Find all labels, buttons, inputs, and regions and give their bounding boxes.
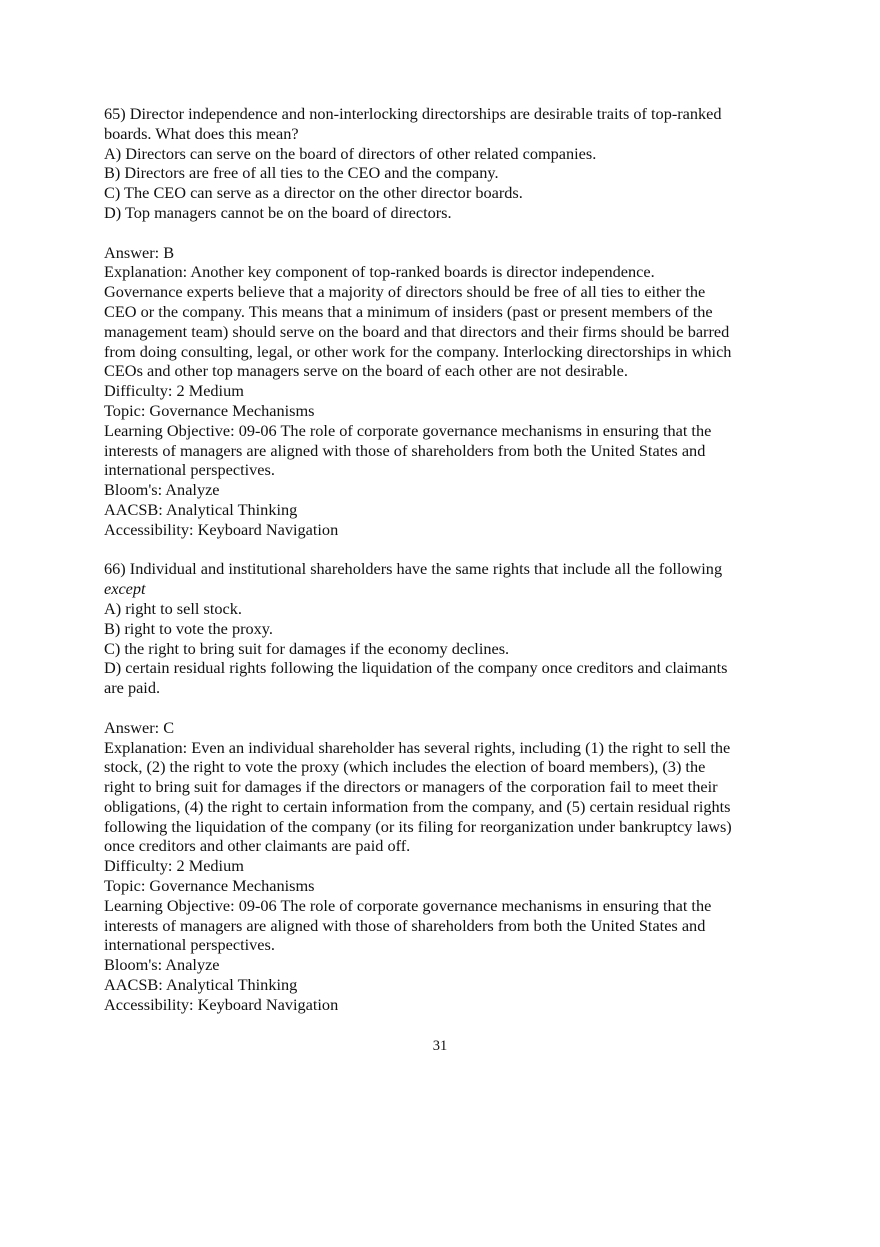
topic: Topic: Governance Mechanisms [104, 876, 315, 896]
learning-objective: interests of managers are aligned with those of shareholders from both the United States and [104, 915, 706, 935]
learning-objective: international perspectives. [104, 460, 275, 480]
question-text: boards. What does this mean? [104, 123, 299, 143]
explanation-line: following the liquidation of the company (or its filing for reorganization under bankruptcy laws) [104, 816, 732, 836]
learning-objective: Learning Objective: 09-06 The role of corporate governance mechanisms in ensuring that the [104, 420, 712, 440]
explanation-line: CEOs and other top managers serve on the board of each other are not desirable. [104, 361, 628, 381]
aacsb: AACSB: Analytical Thinking [104, 499, 298, 519]
explanation-line: Explanation: Another key component of top-ranked boards is director independence. [104, 262, 655, 282]
option-d: are paid. [104, 678, 161, 698]
spacer [104, 223, 784, 243]
explanation-line: Explanation: Even an individual shareholder has several rights, including (1) the right to sell the [104, 737, 731, 757]
explanation-line: stock, (2) the right to vote the proxy (which includes the election of board members), (3) the [104, 757, 706, 777]
option-c: C) the right to bring suit for damages if the economy declines. [104, 638, 510, 658]
learning-objective: Learning Objective: 09-06 The role of corporate governance mechanisms in ensuring that the [104, 895, 712, 915]
explanation-line: CEO or the company. This means that a minimum of insiders (past or present members of the [104, 301, 713, 321]
document-page [104, 104, 784, 1015]
spacer [104, 540, 784, 560]
explanation-line: Governance experts believe that a majority of directors should be free of all ties to either the [104, 282, 706, 302]
topic: Topic: Governance Mechanisms [104, 400, 315, 420]
question-text: 65) Director independence and non-interlocking directorships are desirable traits of top-ranked [104, 104, 722, 123]
option-d: D) Top managers cannot be on the board of directors. [104, 202, 452, 222]
learning-objective: international perspectives. [104, 935, 275, 955]
question-text: 66) Individual and institutional shareholders have the same rights that include all the following [104, 559, 723, 579]
option-a: A) Directors can serve on the board of directors of other related companies. [104, 143, 597, 163]
question-text [104, 579, 784, 599]
option-b: B) Directors are free of all ties to the CEO and the company. [104, 163, 499, 183]
accessibility: Accessibility: Keyboard Navigation [104, 994, 339, 1014]
option-a: A) right to sell stock. [104, 598, 242, 618]
aacsb: AACSB: Analytical Thinking [104, 975, 298, 995]
question-65 [104, 104, 784, 540]
explanation-line: right to bring suit for damages if the directors or managers of the corporation fail to meet their [104, 777, 718, 797]
page-number: 31 [432, 1038, 448, 1054]
difficulty: Difficulty: 2 Medium [104, 381, 244, 401]
option-d: D) certain residual rights following the liquidation of the company once creditors and claimants [104, 658, 728, 678]
spacer [104, 698, 784, 718]
explanation-line: obligations, (4) the right to certain information from the company, and (5) certain residual rights [104, 796, 731, 816]
accessibility: Accessibility: Keyboard Navigation [104, 519, 339, 539]
blooms: Bloom's: Analyze [104, 480, 220, 500]
option-c: C) The CEO can serve as a director on the other director boards. [104, 183, 523, 203]
difficulty: Difficulty: 2 Medium [104, 856, 244, 876]
answer: Answer: B [104, 242, 175, 262]
learning-objective: interests of managers are aligned with those of shareholders from both the United States and [104, 440, 706, 460]
blooms: Bloom's: Analyze [104, 955, 220, 975]
question-except: except [104, 579, 146, 599]
explanation-line: from doing consulting, legal, or other work for the company. Interlocking directorships in which [104, 341, 732, 361]
question-66 [104, 559, 784, 1014]
option-b: B) right to vote the proxy. [104, 618, 273, 638]
explanation-line: management team) should serve on the board and that directors and their firms should be barred [104, 321, 730, 341]
explanation-line: once creditors and other claimants are paid off. [104, 836, 411, 856]
answer: Answer: C [104, 717, 175, 737]
